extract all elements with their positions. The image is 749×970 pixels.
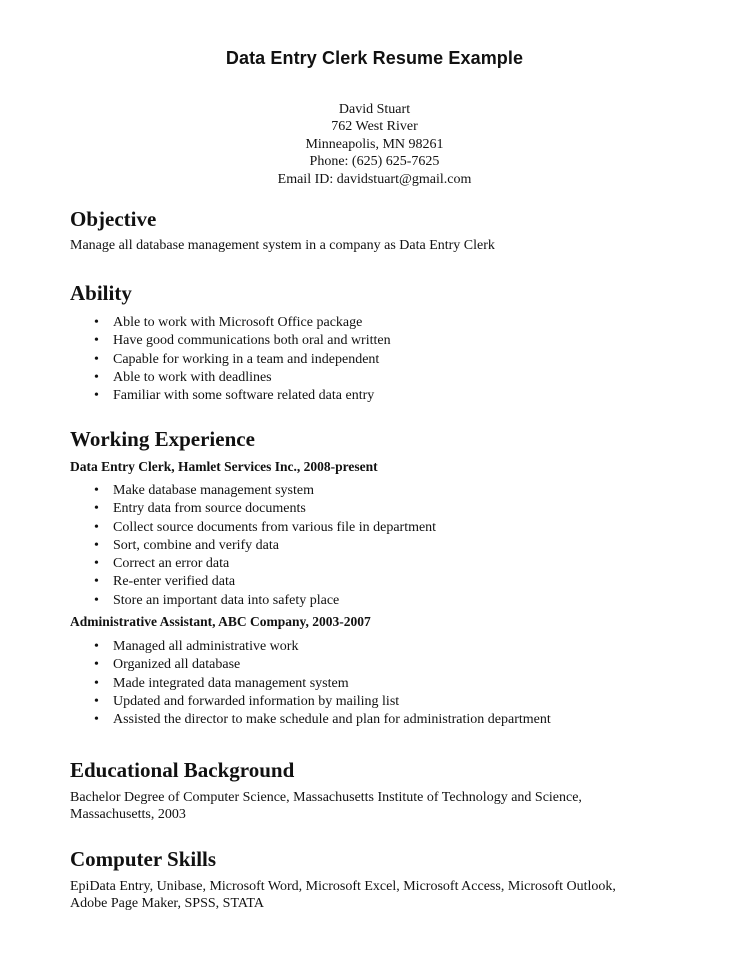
bullet-icon: • xyxy=(94,537,99,553)
list-item: • Correct an error data xyxy=(70,555,710,573)
list-item: • Entry data from source documents xyxy=(70,500,710,518)
bullet-icon: • xyxy=(94,592,99,608)
list-item: • Updated and forwarded information by mailing list xyxy=(70,693,710,711)
skills-section xyxy=(70,846,710,912)
list-item: • Collect source documents from various file in department xyxy=(70,519,710,537)
bullet-icon: • xyxy=(94,351,99,367)
education-line-2: Massachusetts, 2003 xyxy=(70,806,186,822)
bullet-icon: • xyxy=(94,483,99,498)
bullet-icon: • xyxy=(94,556,99,572)
list-item: • Able to work with deadlines xyxy=(70,369,710,387)
education-heading: Educational Background xyxy=(70,758,295,782)
experience-section xyxy=(70,426,710,730)
bullet-icon: • xyxy=(94,519,99,535)
list-item: • Organized all database xyxy=(70,656,710,674)
ability-list xyxy=(70,314,710,405)
bullet-icon: • xyxy=(94,657,99,673)
job-2-list xyxy=(70,638,710,729)
job-1-list xyxy=(70,482,710,610)
list-item: • Assisted the director to make schedule and plan for administration department xyxy=(70,711,710,729)
contact-phone: Phone: (625) 625-7625 xyxy=(309,154,440,170)
list-item: • Re-enter verified data xyxy=(70,573,710,591)
document-title: Data Entry Clerk Resume Example xyxy=(225,48,524,68)
bullet-icon: • xyxy=(94,388,99,404)
experience-heading: Working Experience xyxy=(70,427,255,451)
contact-address: 762 West River xyxy=(331,119,418,135)
bullet-icon: • xyxy=(94,574,99,590)
bullet-icon: • xyxy=(94,333,99,349)
list-item: • Store an important data into safety place xyxy=(70,592,710,610)
list-item: • Able to work with Microsoft Office package xyxy=(70,314,710,332)
skills-line-2: Adobe Page Maker, SPSS, STATA xyxy=(70,895,264,911)
ability-section xyxy=(70,280,710,405)
list-item: • Familiar with some software related data entry xyxy=(70,387,710,405)
objective-text: Manage all database management system in a company as Data Entry Clerk xyxy=(70,238,495,253)
skills-heading: Computer Skills xyxy=(70,847,217,871)
bullet-icon: • xyxy=(94,501,99,517)
contact-email: Email ID: davidstuart@gmail.com xyxy=(277,171,472,187)
bullet-icon: • xyxy=(94,675,99,691)
contact-city: Minneapolis, MN 98261 xyxy=(305,136,444,152)
bullet-icon: • xyxy=(94,712,99,728)
bullet-icon: • xyxy=(94,369,99,385)
education-line-1: Bachelor Degree of Computer Science, Massachusetts Institute of Technology and Science, xyxy=(70,790,582,805)
skills-line-1: EpiData Entry, Unibase, Microsoft Word, Microsoft Excel, Microsoft Access, Microsoft Outlook, xyxy=(70,879,616,894)
list-item: • Managed all administrative work xyxy=(70,638,710,656)
contact-block xyxy=(0,101,749,188)
bullet-icon: • xyxy=(94,639,99,655)
bullet-icon: • xyxy=(94,693,99,709)
list-item: • Made integrated data management system xyxy=(70,675,710,693)
list-item: • Sort, combine and verify data xyxy=(70,537,710,555)
objective-section xyxy=(70,206,710,255)
list-item: • Capable for working in a team and independent xyxy=(70,351,710,369)
job-title-2: Administrative Assistant, ABC Company, 2003-2007 xyxy=(70,614,371,630)
list-item: • Make database management system xyxy=(70,482,710,500)
list-item: • Have good communications both oral and written xyxy=(70,332,710,350)
education-section xyxy=(70,757,710,823)
objective-heading: Objective xyxy=(70,207,157,231)
ability-heading: Ability xyxy=(70,281,132,305)
job-title-1: Data Entry Clerk, Hamlet Services Inc., 2008-present xyxy=(70,459,378,474)
bullet-icon: • xyxy=(94,315,99,330)
contact-name: David Stuart xyxy=(338,102,411,117)
